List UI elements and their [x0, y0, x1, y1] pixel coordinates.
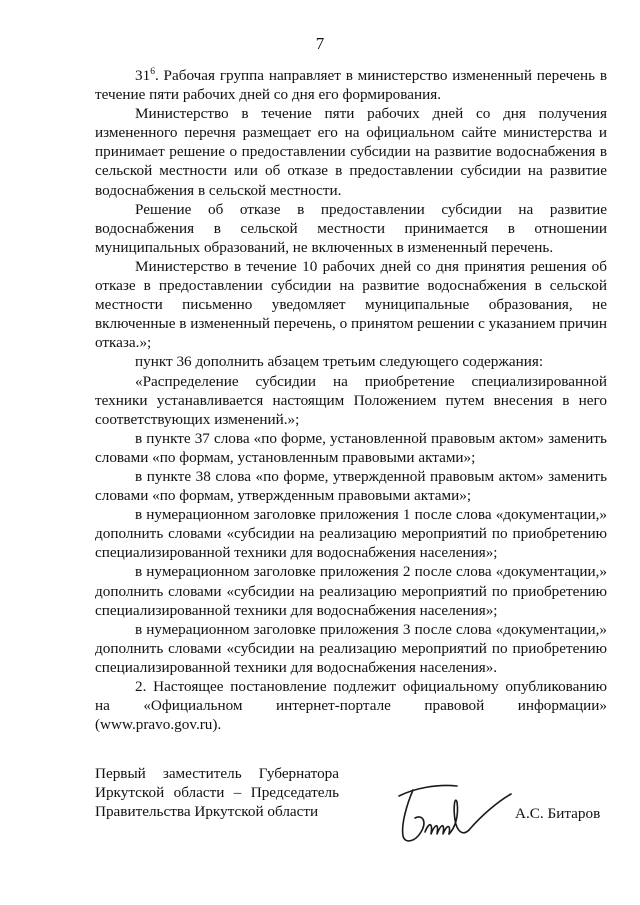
signer-title-line: Правительства Иркутской области	[95, 803, 319, 821]
paragraph: в пункте 38 слова «по форме, утвержденной правовым актом» заменить словами «по формам, утвержденным правовыми актами»;	[95, 467, 607, 505]
handwritten-signature	[385, 772, 525, 852]
signer-title	[95, 764, 339, 822]
paragraph: «Распределение субсидии на приобретение специализированной техники устанавливается настоящим Положением путем внесения в него соответствующих изменений.»;	[95, 372, 607, 428]
paragraph: в нумерационном заголовке приложения 3 после слова «документации,» дополнить словами «субсидии на реализацию мероприятий по приобретению специализированной техники для водоснабжения населения».	[95, 620, 607, 676]
page-number: 7	[315, 34, 325, 53]
signature-block	[95, 764, 607, 854]
paragraph: 2. Настоящее постановление подлежит официальному опубликованию на «Официальном интернет-портале правовой информации» (www.pravo.gov.ru).	[95, 678, 607, 734]
signer-name: А.С. Битаров	[515, 805, 601, 822]
paragraph-clause-31-6	[95, 66, 607, 104]
document-body	[95, 66, 607, 734]
paragraph: пункт 36 дополнить абзацем третьим следующего содержания:	[135, 353, 544, 371]
paragraph: в пункте 37 слова «по форме, установленной правовым актом» заменить словами «по формам, установленным правовыми актами»;	[95, 429, 607, 466]
paragraph-text: . Рабочая группа направляет в министерство измененный перечень в течение пяти рабочих дней со дня его формирования.	[95, 67, 607, 104]
clause-number: 31	[135, 67, 151, 84]
signer-title-line: Первый заместитель Губернатора	[95, 765, 339, 782]
paragraph: Решение об отказе в предоставлении субсидии на развитие водоснабжения в сельской местности принимается в отношении муниципальных образований, не включенных в измененный перечень.	[95, 200, 607, 256]
clause-superscript: 6	[150, 67, 155, 77]
paragraph: Министерство в течение пяти рабочих дней со дня получения измененного перечня размещает его на официальном сайте министерства и принимает решение о предоставлении субсидии на развитие водоснабжения в сельской местности или об отказе в предоставлении субсидии на развитие водоснабжения в сельской местности.	[95, 105, 607, 199]
paragraph: Министерство в течение 10 рабочих дней со дня принятия решения об отказе в предоставлении субсидии на развитие водоснабжения в сельской местности письменно уведомляет муниципальные образования, не включенные в измененный перечень, о принятом решении с указанием причин отказа.»;	[95, 257, 607, 352]
paragraph: в нумерационном заголовке приложения 2 после слова «документации,» дополнить словами «субсидии на реализацию мероприятий по приобретению специализированной техники для водоснабжения населения»;	[95, 563, 607, 619]
signer-title-line: Иркутской области – Председатель	[95, 784, 339, 802]
paragraph: в нумерационном заголовке приложения 1 после слова «документации,» дополнить словами «субсидии на реализацию мероприятий по приобретению специализированной техники для водоснабжения населения»;	[95, 506, 607, 562]
